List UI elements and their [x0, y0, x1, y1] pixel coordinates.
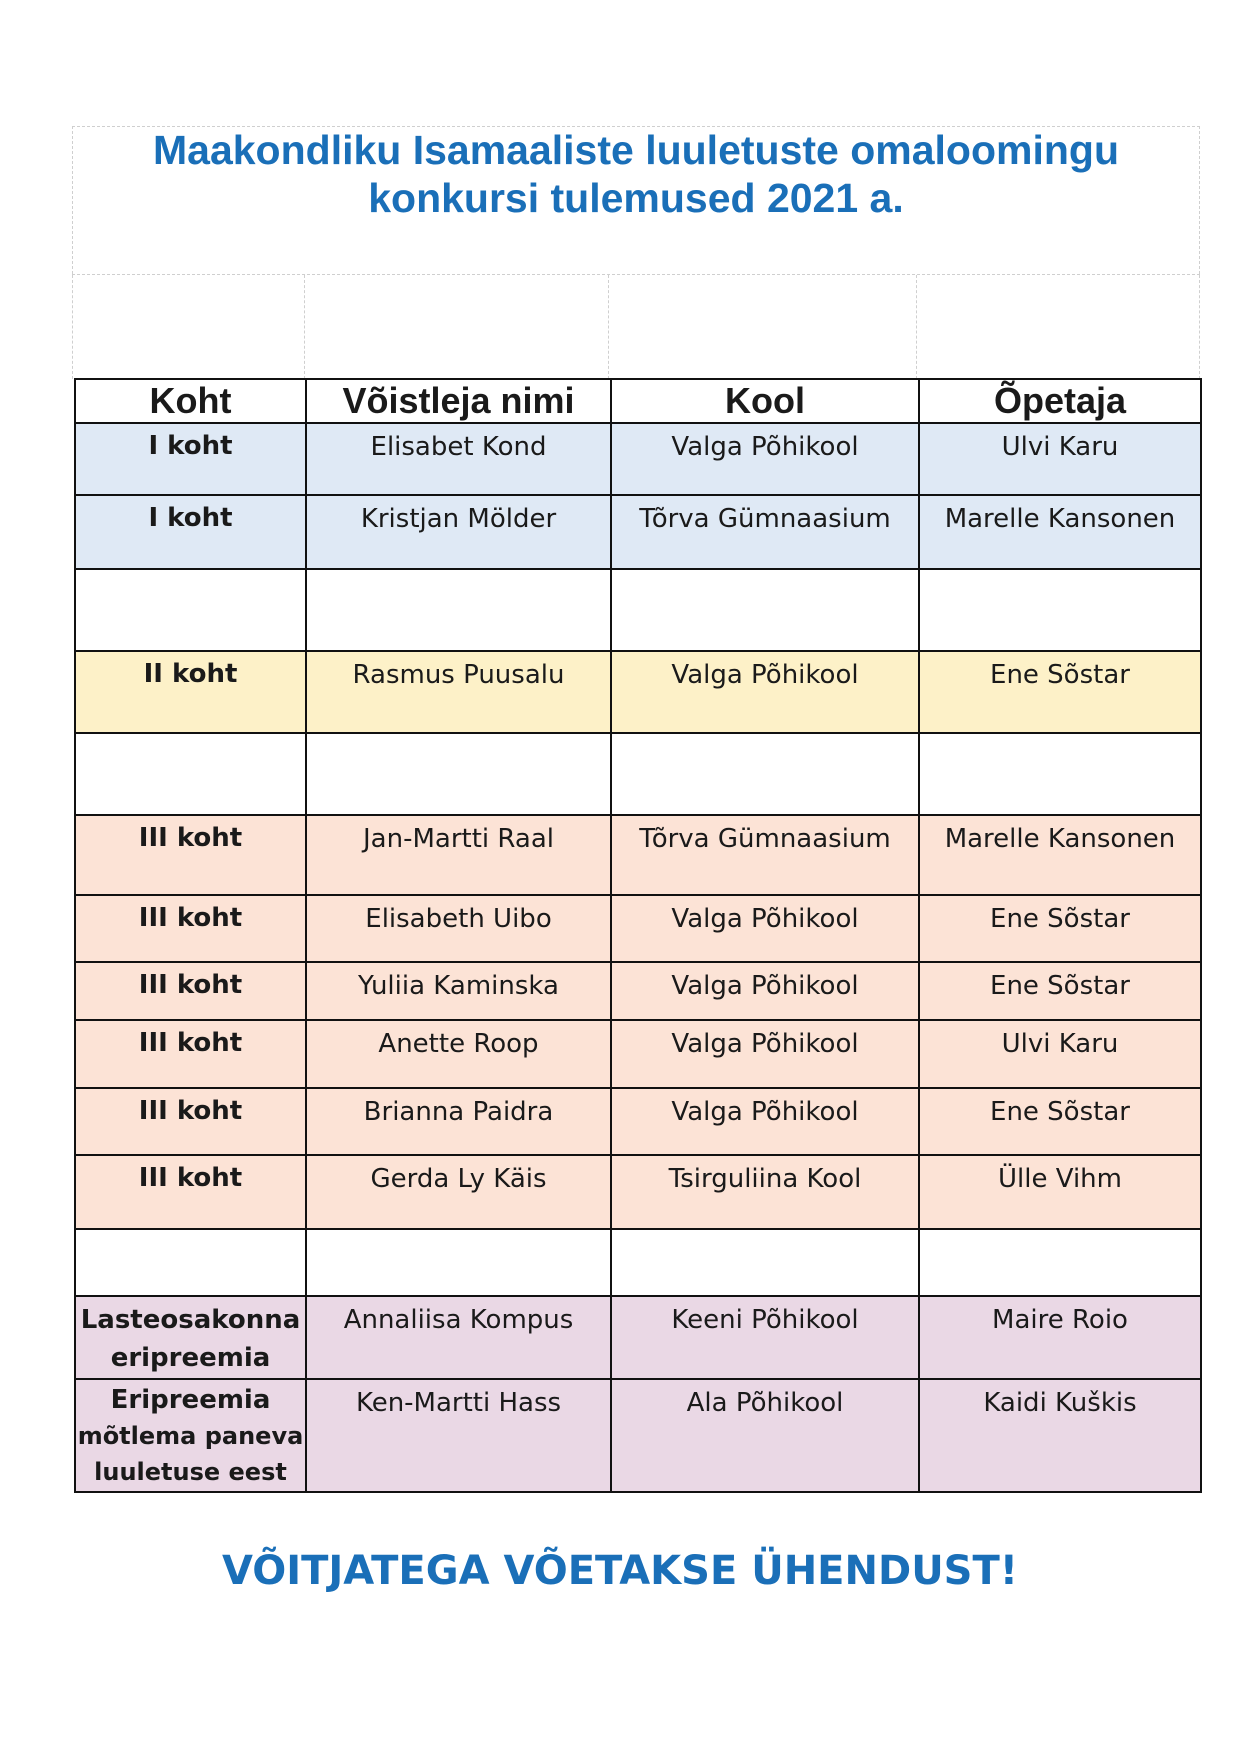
name-cell: Ken-Martti Hass	[306, 1379, 611, 1492]
name-cell: Anette Roop	[306, 1020, 611, 1088]
teacher-cell: Ene Sõstar	[919, 1088, 1201, 1155]
teacher-cell: Ulvi Karu	[919, 1020, 1201, 1088]
grid-line	[916, 275, 917, 379]
place-cell: III koht	[75, 962, 306, 1020]
table-row	[75, 1155, 1201, 1229]
grid-line	[1199, 275, 1200, 379]
teacher-cell: Ene Sõstar	[919, 895, 1201, 962]
name-cell: Annaliisa Kompus	[306, 1296, 611, 1379]
school-cell: Valga Põhikool	[611, 1088, 919, 1155]
place-cell: III koht	[75, 1155, 306, 1229]
place-cell: III koht	[75, 1020, 306, 1088]
contact-notice: VÕITJATEGA VÕETAKSE ÜHENDUST!	[221, 1548, 1019, 1594]
name-cell: Elisabeth Uibo	[306, 895, 611, 962]
name-cell: Kristjan Mölder	[306, 495, 611, 569]
school-cell: Valga Põhikool	[611, 1020, 919, 1088]
place-cell: I koht	[75, 495, 306, 569]
table-row	[75, 495, 1201, 569]
table-header-row	[75, 379, 1201, 423]
header-teacher: Õpetaja	[919, 379, 1201, 423]
place-cell: III koht	[75, 895, 306, 962]
school-cell: Tsirguliina Kool	[611, 1155, 919, 1229]
empty-row	[75, 1229, 1201, 1296]
place-cell: II koht	[75, 651, 306, 733]
teacher-cell: Ülle Vihm	[919, 1155, 1201, 1229]
teacher-cell: Ene Sõstar	[919, 651, 1201, 733]
place-cell: I koht	[75, 423, 306, 495]
table-row	[75, 1296, 1201, 1379]
header-name: Võistleja nimi	[306, 379, 611, 423]
school-cell: Tõrva Gümnaasium	[611, 495, 919, 569]
name-cell: Brianna Paidra	[306, 1088, 611, 1155]
award-cell: Eripreemia mõtlema paneva luuletuse eest	[75, 1379, 306, 1492]
empty-row	[75, 569, 1201, 651]
header-school: Kool	[611, 379, 919, 423]
empty-row	[75, 733, 1201, 815]
school-cell: Tõrva Gümnaasium	[611, 815, 919, 895]
table-row	[75, 895, 1201, 962]
title-line-1: Maakondliku Isamaaliste luuletuste omaloomingu	[153, 127, 1119, 173]
table-row	[75, 1020, 1201, 1088]
name-cell: Rasmus Puusalu	[306, 651, 611, 733]
name-cell: Yuliia Kaminska	[306, 962, 611, 1020]
results-table	[74, 378, 1202, 1493]
school-cell: Keeni Põhikool	[611, 1296, 919, 1379]
grid-line	[608, 275, 609, 379]
spacer-grid	[72, 274, 1200, 379]
teacher-cell: Kaidi Kuškis	[919, 1379, 1201, 1492]
page-title	[72, 126, 1200, 222]
teacher-cell: Maire Roio	[919, 1296, 1201, 1379]
title-line-2: konkursi tulemused 2021 a.	[368, 175, 904, 221]
school-cell: Valga Põhikool	[611, 962, 919, 1020]
school-cell: Valga Põhikool	[611, 651, 919, 733]
table-row	[75, 423, 1201, 495]
school-cell: Valga Põhikool	[611, 895, 919, 962]
grid-line	[304, 275, 305, 379]
header-place: Koht	[75, 379, 306, 423]
teacher-cell: Marelle Kansonen	[919, 815, 1201, 895]
teacher-cell: Ene Sõstar	[919, 962, 1201, 1020]
name-cell: Elisabet Kond	[306, 423, 611, 495]
teacher-cell: Marelle Kansonen	[919, 495, 1201, 569]
table-row	[75, 962, 1201, 1020]
school-cell: Ala Põhikool	[611, 1379, 919, 1492]
place-cell: III koht	[75, 815, 306, 895]
name-cell: Jan-Martti Raal	[306, 815, 611, 895]
award-cell: Lasteosakonna eripreemia	[75, 1296, 306, 1379]
teacher-cell: Ulvi Karu	[919, 423, 1201, 495]
place-cell: III koht	[75, 1088, 306, 1155]
name-cell: Gerda Ly Käis	[306, 1155, 611, 1229]
table-row	[75, 1088, 1201, 1155]
table-row	[75, 1379, 1201, 1492]
grid-line	[72, 275, 73, 379]
table-row	[75, 815, 1201, 895]
table-row	[75, 651, 1201, 733]
school-cell: Valga Põhikool	[611, 423, 919, 495]
